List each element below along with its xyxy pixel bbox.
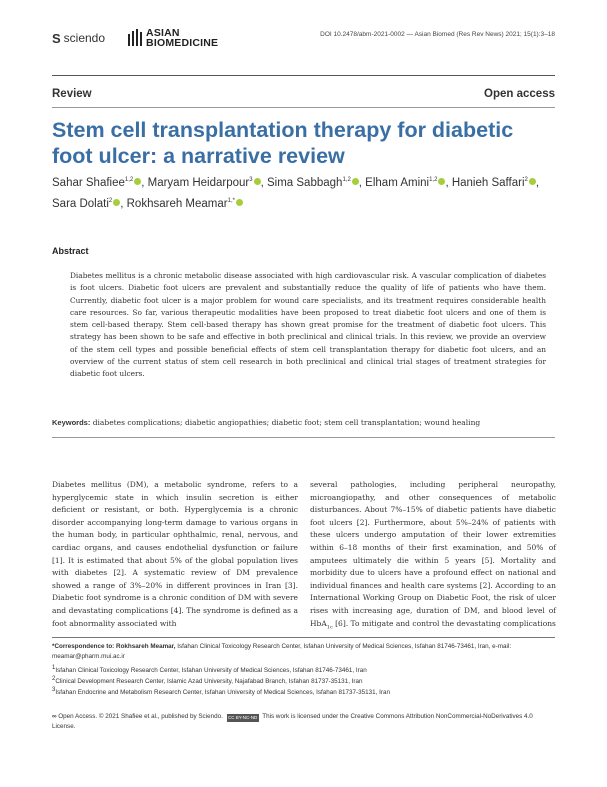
footnote-divider xyxy=(52,637,555,638)
cc-license-icon[interactable]: CC BY-NC-ND xyxy=(227,715,258,720)
affiliation-2: $^2$Clinical Development Research Center, Islamic Azad University, Najafabad Branch, Isfahan 81737-35131, Iran xyxy=(52,675,363,685)
header-logos xyxy=(52,26,218,50)
abstract-text: Diabetes mellitus is a chronic metabolic disease associated with high cardiovascular risk. A vascular complication of diabetes is foot ulcers. Diabetic foot ulcers are prevalent and substantially reduce the quality of life of patients who have them. Currently, diabetic foot ulcer is a major problem for wound care specialists, and its treatment requires considerable health care resources. So far, various therapeutic modalities have been proposed to treat diabetic foot ulcers and one of them is stem cell-based therapy. Stem cell-based therapy has shown great promise for the treatment of diabetic foot ulcers. This strategy has been shown to be safe and effective in both preclinical and clinical trials. In this review, we provide an overview of the stem cell types and possible beneficial effects of stem cell transplantation therapy for diabetic foot ulcers, and an overview of the current status of stem cell research in both preclinical and clinical trial stages of treatment strategies for diabetic foot ulcers. xyxy=(70,271,546,379)
body-column-1: Diabetes mellitus (DM), a metabolic syndrome, refers to a hyperglycemic state in which insulin secretion is either deficient or resistant, or both. Hyperglycemia is a chronic disorder accompanying long-term damage to various organs in the human body, in particular ophthalmic, renal, nervous, and cardiac organs, and causes endothelial dysfunction or failure [1]. It is estimated that about 5% of the global population lives with diabetes [2]. A systematic review of DM prevalence showed a range of 3%–20% in different provinces in Iran [3]. Diabetic foot syndrome is a chronic condition of DM with severe and devastating complications [4]. The syndrome is defined as a foot abnormality associated with xyxy=(52,480,298,628)
sciendo-icon: S xyxy=(52,30,61,46)
affiliation-1: $^1$Isfahan Clinical Toxicology Research Center, Isfahan University of Medical Sciences, Isfahan 81746-73461, Iran xyxy=(52,664,367,674)
author: Sahar Shafiee$^{1,2}$ , xyxy=(52,177,148,189)
publisher-name: sciendo xyxy=(63,31,106,45)
keywords-line xyxy=(52,418,555,427)
correspondence-note xyxy=(52,642,557,663)
open-access-label: Open access xyxy=(484,88,555,100)
orcid-icon[interactable] xyxy=(352,178,359,185)
orcid-icon[interactable] xyxy=(113,199,120,206)
author: Rokhsareh Meamar$^{1,*}$ xyxy=(127,198,243,210)
journal-logo-line2: BIOMEDICINE xyxy=(146,37,219,49)
author: Hanieh Saffari$^2$ , xyxy=(451,177,540,189)
orcid-icon[interactable] xyxy=(438,178,445,185)
correspondence-label: *Correspondence to: xyxy=(52,643,115,650)
asian-biomedicine-logo xyxy=(127,28,218,48)
author: Elham Amini$^{1,2}$ , xyxy=(365,177,452,189)
article-type: Review xyxy=(52,88,92,100)
journal-logo-line1: ASIAN xyxy=(146,27,180,39)
affiliation-3: $^3$Isfahan Endocrine and Metabolism Research Center, Isfahan University of Medical Sciences, Isfahan 81737-35131, Iran xyxy=(52,686,390,696)
author: Maryam Heidarpour$^3$ , xyxy=(147,177,267,189)
sciendo-logo xyxy=(52,31,105,46)
open-access-icon: ∞ xyxy=(52,713,57,720)
header-divider xyxy=(52,75,555,76)
keywords-divider xyxy=(52,437,555,438)
author: Sara Dolati$^2$ , xyxy=(52,198,127,210)
keywords-label: Keywords: xyxy=(52,418,91,427)
orcid-icon[interactable] xyxy=(529,178,536,185)
author-list xyxy=(52,173,557,215)
body-column-2: several pathologies, including peripheral neuropathy, microangiopathy, and other consequences of metabolic disturbances. About 7%–15% of diabetic patients have diabetic foot ulcers [2]. Furthermore, about 5%–24% of patients with these ulcers undergo amputation of their lower extremities within 6–18 months of their first examination, and 50% of amputees ultimately die within 5 years [5]. Mortality and morbidity due to ulcers have a profound effect on national and individual finances and health care systems [2]. According to an International Working Group on Diabetic Foot, the risk of ulcer rises with increasing age, duration of DM, and blood level of HbA$_{1c}$ [6]. To mitigate and control the devastating complications xyxy=(310,480,556,631)
orcid-icon[interactable] xyxy=(134,178,141,185)
abstract-heading: Abstract xyxy=(52,246,89,256)
keywords-text: diabetes complications; diabetic angiopathies; diabetic foot; stem cell transplantation; wound healing xyxy=(92,418,481,427)
journal-emblem-icon xyxy=(127,28,143,48)
orcid-icon[interactable] xyxy=(254,178,261,185)
author: Sima Sabbagh$^{1,2}$ , xyxy=(266,177,366,189)
correspondence-name: Rokhsareh Meamar, xyxy=(116,643,176,650)
title-divider xyxy=(52,107,555,108)
correspondence-text: Isfahan Clinical Toxicology Research Center, Isfahan University of Medical Sciences, Isfahan 81746-73461, Iran, e-mail: meamar@pharm.mui.ac.ir xyxy=(52,643,512,661)
orcid-icon[interactable] xyxy=(236,199,243,206)
doi-line: DOI 10.2478/abm-2021-0002 — Asian Biomed (Res Rev News) 2021; 15(1):3–18 xyxy=(320,31,555,38)
article-title: Stem cell transplantation therapy for diabetic foot ulcer: a narrative review xyxy=(52,118,514,168)
license-note: ∞ Open Access. © 2021 Shafiee et al., published by Sciendo. CC BY-NC-ND This work is licensed under the Creative Commons Attribution NonCommercial-NoDerivatives 4.0 License. xyxy=(52,713,533,731)
